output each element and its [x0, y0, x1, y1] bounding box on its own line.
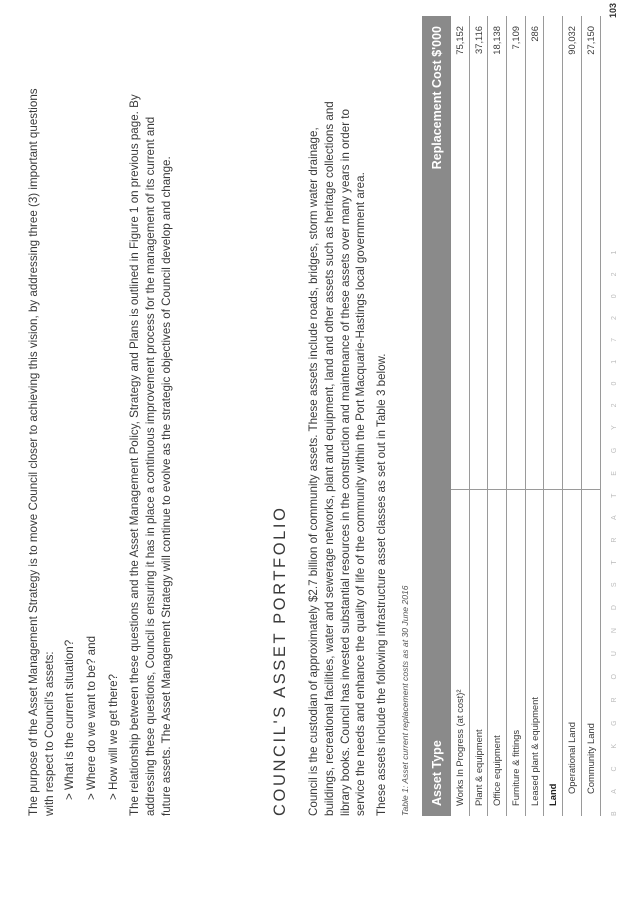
page-footer: B A C K G R O U N D S T R A T E G Y 2 0 1 7 2 0 2 1	[611, 242, 618, 816]
portfolio-paragraph	[306, 16, 369, 816]
row-cost-value: 90,032	[566, 26, 578, 55]
table-header	[422, 16, 451, 816]
intro-line-1: The purpose of the Asset Management Strategy is to move Council closer to achieving this vision, by addressing three (3) important questions	[27, 88, 40, 816]
header-replacement-cost: Replacement Cost $'000	[430, 26, 444, 170]
row-asset-name: Works In Progress (at cost)²	[454, 689, 465, 806]
row-cost-value: 27,150	[584, 26, 596, 55]
group-label-land: Land	[547, 783, 559, 806]
table-row	[488, 16, 507, 816]
portfolio-line-1: Council is the custodian of approximately $2.7 billion of community assets. These assets include roads, bridges, storm water drainage,	[307, 127, 320, 816]
row-asset-name: Office equipment	[491, 735, 503, 806]
asset-cost-table	[422, 16, 601, 816]
table-row	[470, 16, 489, 816]
table-caption: Table 1: Asset current replacement costs as at 30 June 2016	[400, 585, 410, 816]
row-cost-value: 18,138	[491, 26, 503, 55]
row-cost-value: 286	[528, 26, 540, 42]
table-row	[507, 16, 526, 816]
row-asset-name: Furniture & fittings	[510, 729, 522, 806]
page-number: 103	[608, 2, 618, 18]
table-group-row	[544, 16, 563, 816]
portfolio-line-3: library books. Council has invested substantial resources in the construction and maintenance of these assets over many years in order to	[338, 109, 352, 816]
table-row	[526, 16, 545, 816]
classes-intro: These assets include the following infrastructure asset classes as set out in Table 3 below.	[375, 353, 388, 816]
relationship-paragraph	[127, 16, 174, 816]
row-cost-value: 75,152	[454, 26, 465, 55]
relationship-line-1: The relationship between these questions and the Asset Management Policy, Strategy and Plans is outlined in Figure 1 on previous page. By	[128, 94, 141, 816]
relationship-line-2: addressing these questions, Council is ensuring it has in place a continuous improvement process for the management of its current and	[143, 116, 157, 816]
row-cost-value: 37,116	[472, 26, 484, 54]
relationship-line-3: future assets. The Asset Management Strategy will continue to evolve as the strategic objectives of Council develop and change.	[159, 156, 173, 816]
row-asset-name: Plant & equipment	[472, 729, 484, 806]
header-asset-type: Asset Type	[430, 740, 444, 806]
intro-paragraph	[26, 16, 58, 816]
row-asset-name: Community Land	[584, 723, 596, 794]
section-heading: COUNCIL'S ASSET PORTFOLIO	[271, 505, 289, 816]
table-row	[563, 16, 582, 816]
question-1: > What is the current situation?	[63, 639, 76, 800]
row-cost-value: 7,109	[510, 26, 522, 50]
table-row	[451, 16, 470, 816]
portfolio-line-4: service the needs and enhance the quality of life of the community within the Port Macquarie-Hastings local government area.	[354, 172, 368, 816]
question-3: > How will we get there?	[107, 674, 120, 800]
row-asset-name: Leased plant & equipment	[528, 697, 540, 806]
intro-line-2: with respect to Council's assets:	[42, 651, 56, 816]
portfolio-line-2: buildings, recreational facilities, water and sewerage networks, plant and equipment, land and other assets such as heritage collections and	[322, 101, 336, 816]
row-asset-name: Operational Land	[566, 722, 578, 794]
table-row	[582, 16, 601, 816]
question-2: > Where do we want to be? and	[85, 635, 98, 800]
